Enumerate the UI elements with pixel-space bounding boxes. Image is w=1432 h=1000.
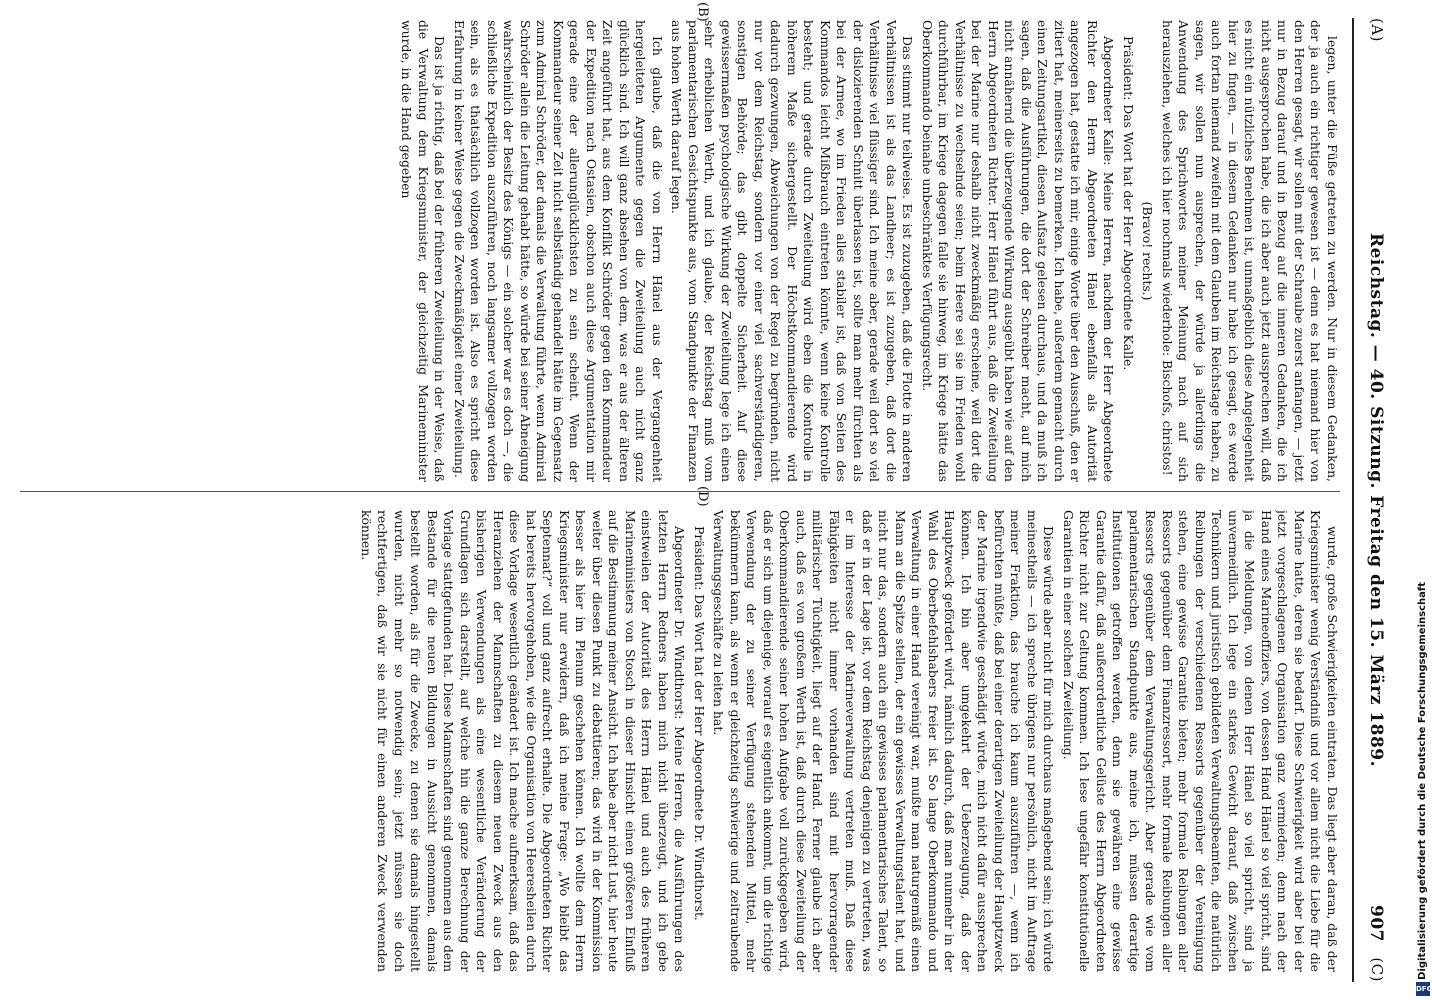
paragraph: Das stimmt nur teilweise. Es ist zuzugeben, daß die Flotte in anderen Verhältnissen ist als das Landheer; es ist zuzugeben, daß dort die Verhältnisse viel flüssiger sind. Ich meine aber, gerade weil dort so viel der dislozierenden Schnitt überlassen ist, sollte man mehr fürchten als bei der Armee, wo im Frieden alles stabiler ist, daß von Seiten des Kommandos leicht Mißbrauch eintreten könnte, wenn keine Kontrolle besteht; und gerade durch Zweiteilung wird eben die Kontrolle in höherem Maße sichergestellt. Der Höchstkommandierende wird dadurch gezwungen, Abweichungen von der Regel zu begründen, nicht nur vor dem Reichstag, sondern vor einer viel sachverständigeren, sonstigen Behörde; das gibt doppelte Sicherheit. Auf diese gewissermaßen psychologische Wirkung der Zweiteilung lege ich einen sehr erheblichen Werth, und ich glaube, der Reichstag muß vom parlamentarischen Gesichtspunkte aus, vom Standpunkte der Finanzen aus hohen Werth darauf legen. [669, 20, 916, 482]
left-column [20, 20, 1340, 482]
paragraph: Abgeordneter Kalle: Meine Herren, nachdem der Herr Abgeordnete Richter den Herrn Abgeordneten Hänel ebenfalls als Autorität angezogen hat, gestatte ich mir, einige Worte über den Ausschuß, den er zitiert hat, meinerseits zu bemerken. Ich habe, außerdem gemacht durch einen Zeitungsartikel, diesen Aufsatz gelesen durchaus, und da muß ich sagen, daß die Ausführungen, die dort der Schreiber macht, auf mich nicht annähernd die überzeugende Wirkung ausgeübt haben wie auf den Herrn Abgeordneten Richter. Herr Hänel führt aus, daß die Zweiteilung bei der Marine nur deshalb nicht zweckmäßig erscheine, weil dort die Verhältnisse zu wechselnde seien; beim Heere sei sie im Frieden wohl durchführbar, im Kriege dagegen falle sie hinweg, im Kriege hätte das Oberkommando beinahe unbeschränktes Verfügungsrecht. [920, 20, 1117, 482]
running-head: Reichstag. — 40. Sitzung. Freitag den 15. März 1889. [1366, 232, 1386, 768]
margin-marker-a: (A) [1368, 18, 1386, 43]
margin-marker-c: (C) [1368, 957, 1386, 982]
digitization-credit: Digitalisierung gefördert durch die Deutsche Forschungsgemeinschaft [1417, 582, 1428, 980]
margin-marker-d: (D) [695, 486, 710, 507]
paragraph: wurde, große Schwierigkeiten eintraten. Das liegt aber daran, daß der Kriegsminister wenig Verständniß und vor allem nicht die Liebe für die Marine hatte, deren sie bedarf. Diese Schwierigkeit wird aber bei der jetzt vorgeschlagenen Organisation ganz vermieden; denn nach der Hand eines Marineoffiziers, von dessen Hand Hänel so viel spricht, sind ja die Meldungen, von denen Herr Hänel so viel spricht, sind ja unvermeidlich. Ich lege ein starkes Gewicht darauf, daß zwischen Technikern und juristisch gebildeten Verwaltungsbeamten, die natürlich Reibungen der verschiedenen Ressorts gegenüber der Vereinigung stehen, eine gewisse Garantie bieten; mehr formale Reibungen aller Ressorts gegenüber dem Finanzressort, mehr formale Reibungen aller Ressorts gegenüber dem Verwaltungsgericht. Aber gerade wie vom parlamentarischen Standpunkte aus, meine ich, müssen derartige Institutionen getroffen werden, denn sie gewähren eine gewisse Garantie dafür, daß außerordentliche Gelüste des Herrn Abgeordneten Richter nicht zur Geltung kommen. Ich lese ungefähr konstitutionelle Garantien in einer solchen Zweiteilung. [1061, 510, 1340, 972]
page-number: 907 [1366, 905, 1386, 942]
paragraph: Diese würde aber nicht für mich durchaus maßgebend sein; ich würde meinestheils — ich spreche übrigens nur persönlich, nicht im Auftrage meiner Fraktion, das brauche ich kaum auszuführen —, wenn ich befürchten müßte, daß bei einer derartigen Zweiteilung der Hauptzweck der Marine irgendwie geschädigt würde, mich nicht dafür aussprechen können. Ich bin aber umgekehrt der Ueberzeugung, daß der Hauptzweck gefördert wird, nämlich dadurch, daß man nunmehr in der Wahl des Oberbefehlshabers freier ist. So lange Oberkommando und Verwaltung in einer Hand vereinigt war, mußte man naturgemäß einen Mann an die Spitze stellen, der ein gewisses Verwaltungstalent hat, und nicht nur das, sondern auch ein gewisses parlamentarisches Talent, so daß er in der Lage ist, vor dem Reichstag denjenigen zu vertreten, was er im Interesse der Marineverwaltung vertreten muß. Daß diese Fähigkeiten nicht immer vorhanden sind mit hervorragender militärischer Tüchtigkeit, liegt auf der Hand. Ferner glaube ich aber auch, daß es von großem Werth ist, daß durch diese Zweiteilung der Oberkommandierende seiner hohen Aufgabe voll zurückgegeben wird, daß er sich um diejenige, worauf es eigentlich ankommt, um die richtige Verwendung der zu seiner Verfügung stehenden Mittel, mehr bekümmern kann, als wenn er gleichzeitig schwierige und zeitraubende Verwaltungsgeschäfte zu leiten hat. [711, 510, 1057, 972]
applause-note: (Bravo! rechts.) [1140, 201, 1156, 301]
president-remark: Präsident: Das Wort hat der Herr Abgeordnete Kalle. [1121, 36, 1136, 371]
paragraph: legen, unter die Füße getreten zu werden. Nur in diesem Gedanken, der ja auch ein richtiger gewesen ist — denn es hat niemand hier von den Herren gesagt, wir sollen mit der Schraube zuerst anfangen, — jetzt nur in Bezug darauf und in Bezug auf die inneren Gedanken, die ich nicht ausgesprochen habe, die ich aber auch jetzt aussprechen will, daß es nicht ein nützliches Benehmen ist, unmaßgeblich diese Angelegenheit hier zu fingen, — in diesem Gedanken nur habe ich gesagt, es werde auch fortan niemand zweifeln mit dem Glauben im Reichstage haben, zu sagen, wir sollen nun ausprechen, der würde ja allerdings die Anwendung des Sprichwortes meiner Meinung nach auf sich herausziehen, welches ich hier nochmals wiederhole: Bischofs, christos! [1160, 20, 1340, 482]
margin-marker-b: (B) [695, 2, 710, 22]
page-header [1352, 18, 1394, 982]
right-column [20, 510, 1340, 972]
paragraph: Abgeordneter Dr. Windthorst: Meine Herren, die Ausführungen des letzten Herrn Redners haben mich nicht überzeugt, und ich gebe einstweilen der Autorität des Herrn Hänel und auch des früheren Marineministers von Stosch in dieser Hinsicht einen größeren Einfluß auf die Bestimmung meiner Ansicht. Ich habe aber nicht Lust, hier heute weiter über diesen Punkt zu debattieren; das wird in der Kommission besser als hier im Plenum geschehen können. Ich wollte dem Herrn Kriegsminister nur erwidern, daß ich meine Frage: „Wo bleibt das Septennat?“ voll und ganz aufrecht erhalte. Die Abgeordneten Richter hat bereits hervorgehoben, wie die Organisation von Heeresheilen durch diese Vorlage wesentlich geändert ist. Ich mache aufmerksam, daß das Heranziehen der Mannschaften zu diesem neuen Zweck aus den bisherigen Verwendungen als eine wesentliche Veränderung der Grundlagen sich darstellt, auf welche hin die ganze Berechnung der Vorlage stattgefunden hat. Diese Mannschaften sind genommen aus dem Bestande für die neuen Bildungen in Aussicht genommen, damals bestellt worden, als für die Zwecke, zu denen sie damals hingestellt wurden, nicht mehr so notwendig sein; jetzt müssen sie doch rechtfertigen, daß wir sie nicht für einen anderen Zweck verwenden können. [359, 510, 688, 972]
dfg-logo: DFG [1416, 982, 1430, 996]
president-remark: Präsident: Das Wort hat der Herr Abgeordnete Dr. Windthorst. [692, 526, 707, 921]
paragraph: Ich glaube, daß die von Herrn Hänel aus der Vergangenheit hergeleiteten Argumente gegen die Zweiteilung auch nicht ganz glücklich sind. Ich will ganz absehen von dem, was er aus der älteren Zeit angeführt hat, aus dem Konflikt Schröder gegen den Kommandeur der Expedition nach Ostasien, obschon auch diese Argumentation mir gerade eine der allerunglücklichsten zu sein scheint. Wenn der Kommandeur seiner Zeit nicht selbständig gehandelt hätte im Gegensatz zum Admiral Schröder, der damals die Verwaltung führte, wenn Admiral Schröder allein die Leitung gehabt hätte, so würde bei seiner Abneigung wahrscheinlich der Besitz des Königs — ein solcher war es doch —, die schließliche Expedition auszuführen, noch langsamer vollzogen worden sein, als es thatsächlich vollzogen worden ist. Also es spricht diese Erfahrung in keiner Weise gegen die Zweckmäßigkeit einer Zweiteilung. [452, 20, 665, 482]
column-rule [20, 491, 1340, 492]
paragraph: Das ist ja richtig, daß bei der früheren Zweiteilung in der Weise, daß die Verwaltung dem Kriegsminister, der gleichzeitig Marineminister wurde, in die Hand gegeben [399, 20, 448, 482]
